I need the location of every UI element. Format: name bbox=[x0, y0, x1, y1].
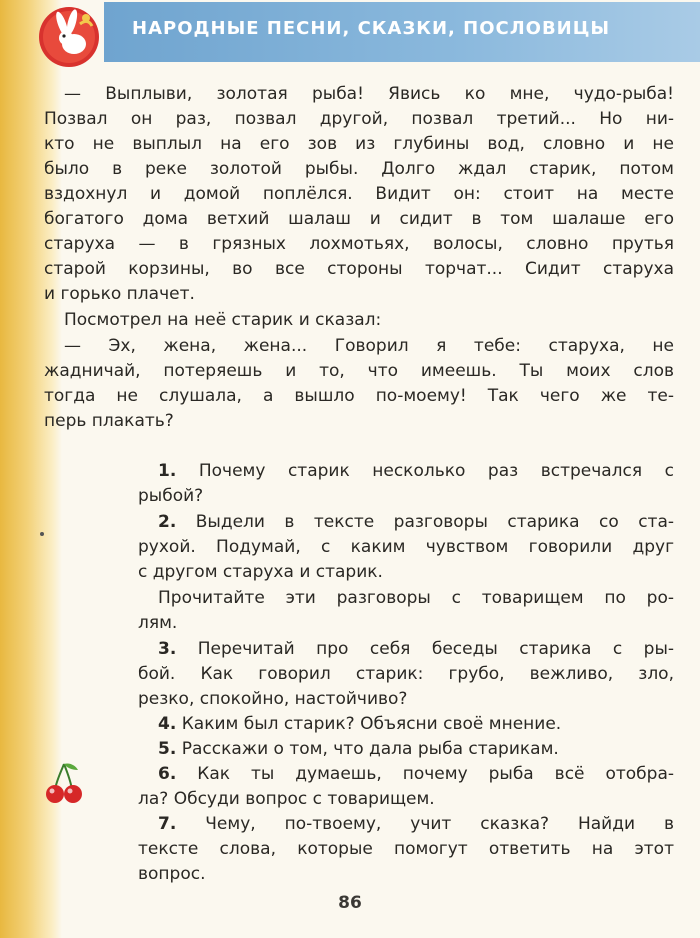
question-text: рухой. Подумай, с каким чувством говорили друг bbox=[138, 537, 674, 557]
question-line bbox=[138, 687, 674, 712]
question-line bbox=[158, 586, 674, 611]
question-text: Как ты думаешь, почему рыба всё отобра- bbox=[197, 764, 674, 784]
story-line: — Выплыви, золотая рыба! Явись ко мне, чудо-рыба! bbox=[64, 84, 674, 104]
question-number: 2. bbox=[158, 512, 177, 532]
story-line: кто не выплыл на его зов из глубины вод, словно и не bbox=[44, 134, 674, 154]
section-title: НАРОДНЫЕ ПЕСНИ, СКАЗКИ, ПОСЛОВИЦЫ bbox=[132, 18, 611, 39]
question-text: рыбой? bbox=[138, 486, 204, 506]
story-line: тогда не слушала, а вышло по-моему! Так чего же те- bbox=[44, 386, 674, 406]
question-text: с другом старуха и старик. bbox=[138, 562, 383, 582]
story-line: и горько плачет. bbox=[44, 284, 195, 304]
question-number: 4. bbox=[158, 714, 177, 734]
story-line: вздохнул и домой поплёлся. Видит он: стоит на месте bbox=[44, 184, 674, 204]
question-text: Чему, по-твоему, учит сказка? Найди в bbox=[205, 814, 674, 834]
question-number: 7. bbox=[158, 814, 177, 834]
question-line bbox=[138, 611, 674, 636]
question-text: Прочитайте эти разговоры с товарищем по ро- bbox=[158, 588, 674, 608]
question-text: Расскажи о том, что дала рыба старикам. bbox=[181, 739, 559, 759]
question-number: 1. bbox=[158, 461, 177, 481]
question-number: 5. bbox=[158, 739, 177, 759]
question-line bbox=[138, 535, 674, 560]
rabbit-logo-icon bbox=[36, 4, 102, 70]
question-text: Почему старик несколько раз встречался с bbox=[198, 461, 675, 481]
question-line bbox=[158, 737, 674, 762]
question-line bbox=[158, 762, 674, 787]
question-line bbox=[158, 459, 674, 484]
story-line: — Эх, жена, жена... Говорил я тебе: старуха, не bbox=[64, 336, 674, 356]
question-text: резко, спокойно, настойчиво? bbox=[138, 689, 408, 709]
question-number: 3. bbox=[158, 639, 177, 659]
question-line bbox=[158, 712, 674, 737]
story-line: старуха — в грязных лохмотьях, волосы, словно прутья bbox=[44, 234, 674, 254]
question-line bbox=[138, 560, 674, 585]
question-line bbox=[158, 510, 674, 535]
question-text: вопрос. bbox=[138, 864, 206, 884]
question-text: Каким был старик? Объясни своё мнение. bbox=[181, 714, 562, 734]
story-line: богатого дома ветхий шалаш и сидит в том шалаше его bbox=[44, 209, 674, 229]
story-line: старой корзины, во все стороны торчат... Сидит старуха bbox=[44, 259, 674, 279]
page-number: 86 bbox=[338, 893, 362, 913]
question-line bbox=[138, 862, 674, 887]
question-line bbox=[158, 637, 674, 662]
question-text: тексте слова, которые помогут ответить на этот bbox=[138, 839, 674, 859]
cherry-icon bbox=[44, 760, 84, 806]
question-line bbox=[158, 812, 674, 837]
question-text: Выдели в тексте разговоры старика со ста- bbox=[195, 512, 674, 532]
question-text: ла? Обсуди вопрос с товарищем. bbox=[138, 789, 435, 809]
question-text: лям. bbox=[138, 613, 178, 633]
question-text: бой. Как говорил старик: грубо, вежливо, зло, bbox=[138, 664, 674, 684]
question-line bbox=[138, 484, 674, 509]
question-number: 6. bbox=[158, 764, 177, 784]
question-text: Перечитай про себя беседы старика с ры- bbox=[197, 639, 675, 659]
print-speck bbox=[40, 532, 44, 536]
story-line: было в реке золотой рыбы. Долго ждал старик, потом bbox=[44, 159, 674, 179]
question-line bbox=[138, 662, 674, 687]
story-line: Позвал он раз, позвал другой, позвал третий... Но ни- bbox=[44, 109, 674, 129]
story-line: Посмотрел на неё старик и сказал: bbox=[64, 310, 382, 330]
question-line bbox=[138, 787, 674, 812]
story-line: перь плакать? bbox=[44, 411, 174, 431]
question-line bbox=[138, 837, 674, 862]
story-line: жадничай, потеряешь и то, что имеешь. Ты моих слов bbox=[44, 361, 674, 381]
